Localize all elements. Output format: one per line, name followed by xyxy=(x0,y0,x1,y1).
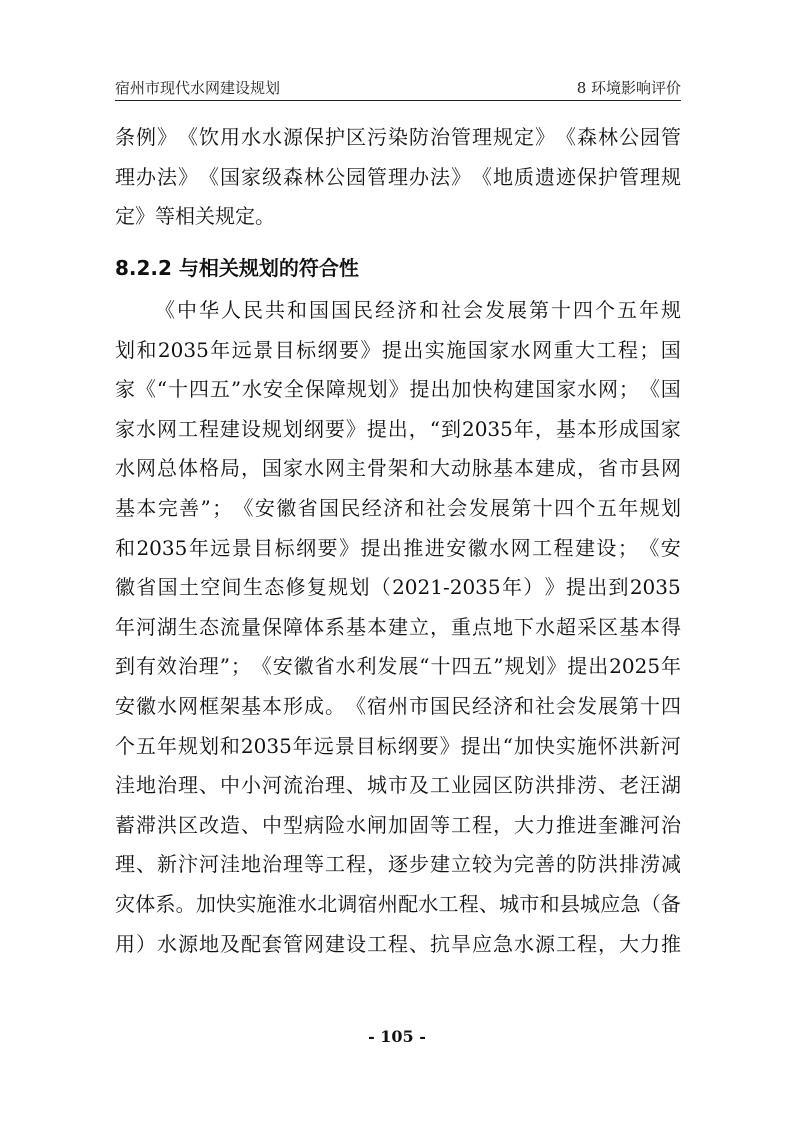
text-line: 《 中 华 人 民 共 和 国 国 民 经 济 和 社 会 发 展 第 十 四 个 五 年 规 xyxy=(155,298,681,322)
text-line: 灾 体 系 。 加 快 实 施 淮 水 北 调 宿 州 配 水 工 程 、 城 市 和 县 城 应 急 （ 备 xyxy=(115,891,681,916)
text-line: 理 、 新 汴 河 洼 地 治 理 等 工 程 ， 逐 步 建 立 较 为 完 善 的 防 洪 排 涝 减 xyxy=(115,852,681,877)
text-line: 和 2035 年 远 景 目 标 纲 要 》 提 出 推 进 安 徽 水 网 工 程 建 设 ； 《 安 xyxy=(115,535,681,560)
text-line: 理 办 法 》 《 国 家 级 森 林 公 园 管 理 办 法 》 《 地 质 遗 迹 保 护 管 理 规 xyxy=(115,164,681,189)
text-line: 安 徽 水 网 框 架 基 本 形 成 。 《 宿 州 市 国 民 经 济 和 社 会 发 展 第 十 四 xyxy=(115,693,681,718)
text-line: 定》等相关规定。 xyxy=(115,204,275,229)
text-line: 家 水 网 工 程 建 设 规 划 纲 要 》 提 出 ， “ 到 2035 年 ， 基 本 形 成 国 家 xyxy=(115,416,681,441)
text-line: 洼 地 治 理 、 中 小 河 流 治 理 、 城 市 及 工 业 园 区 防 洪 排 涝 、 老 汪 湖 xyxy=(115,773,681,798)
header-document-title: 宿州市现代水网建设规划 xyxy=(115,79,281,97)
running-header xyxy=(115,78,681,100)
text-line: 个 五 年 规 划 和 2035 年 远 景 目 标 纲 要 》 提 出 “ 加 快 实 施 怀 洪 新 河 xyxy=(115,733,681,758)
header-divider xyxy=(115,100,681,101)
text-line: 基 本 完 善 ” ； 《 安 徽 省 国 民 经 济 和 社 会 发 展 第 十 四 个 五 年 规 划 xyxy=(115,495,681,520)
text-line: 划 和 2035 年 远 景 目 标 纲 要 》 提 出 实 施 国 家 水 网 重 大 工 程 ； 国 xyxy=(115,337,681,362)
text-line: 水 网 总 体 格 局 ， 国 家 水 网 主 骨 架 和 大 动 脉 基 本 建 成 ， 省 市 县 网 xyxy=(115,456,681,481)
text-line: 到 有 效 治 理 ” ； 《 安 徽 省 水 利 发 展 “ 十 四 五 ” 规 划 》 提 出 2025 年 xyxy=(115,654,681,679)
text-line: 蓄 滞 洪 区 改 造 、 中 型 病 险 水 闸 加 固 等 工 程 ， 大 力 推 进 奎 濉 河 治 xyxy=(115,812,681,837)
text-line: 条 例 》 《 饮 用 水 水 源 保 护 区 污 染 防 治 管 理 规 定 》 《 森 林 公 园 管 xyxy=(115,125,681,149)
page-number: - 105 - xyxy=(368,1027,426,1046)
paragraph-planning-compliance xyxy=(115,291,681,964)
text-line: 徽 省 国 土 空 间 生 态 修 复 规 划 （ 2021-2035 年 ） 》 提 出 到 2035 xyxy=(115,575,681,600)
paragraph-continued xyxy=(115,118,681,237)
header-chapter-title: 8 环境影响评价 xyxy=(576,79,681,97)
text-line: 年 河 湖 生 态 流 量 保 障 体 系 基 本 建 立 ， 重 点 地 下 水 超 采 区 基 本 得 xyxy=(115,614,681,639)
text-line: 家 《 “ 十 四 五 ” 水 安 全 保 障 规 划 》 提 出 加 快 构 建 国 家 水 网 ； 《 国 xyxy=(115,377,681,402)
text-line: 用 ） 水 源 地 及 配 套 管 网 建 设 工 程 、 抗 旱 应 急 水 源 工 程 ， 大 力 推 xyxy=(115,931,681,956)
section-heading: 8.2.2 与相关规划的符合性 xyxy=(115,256,359,280)
